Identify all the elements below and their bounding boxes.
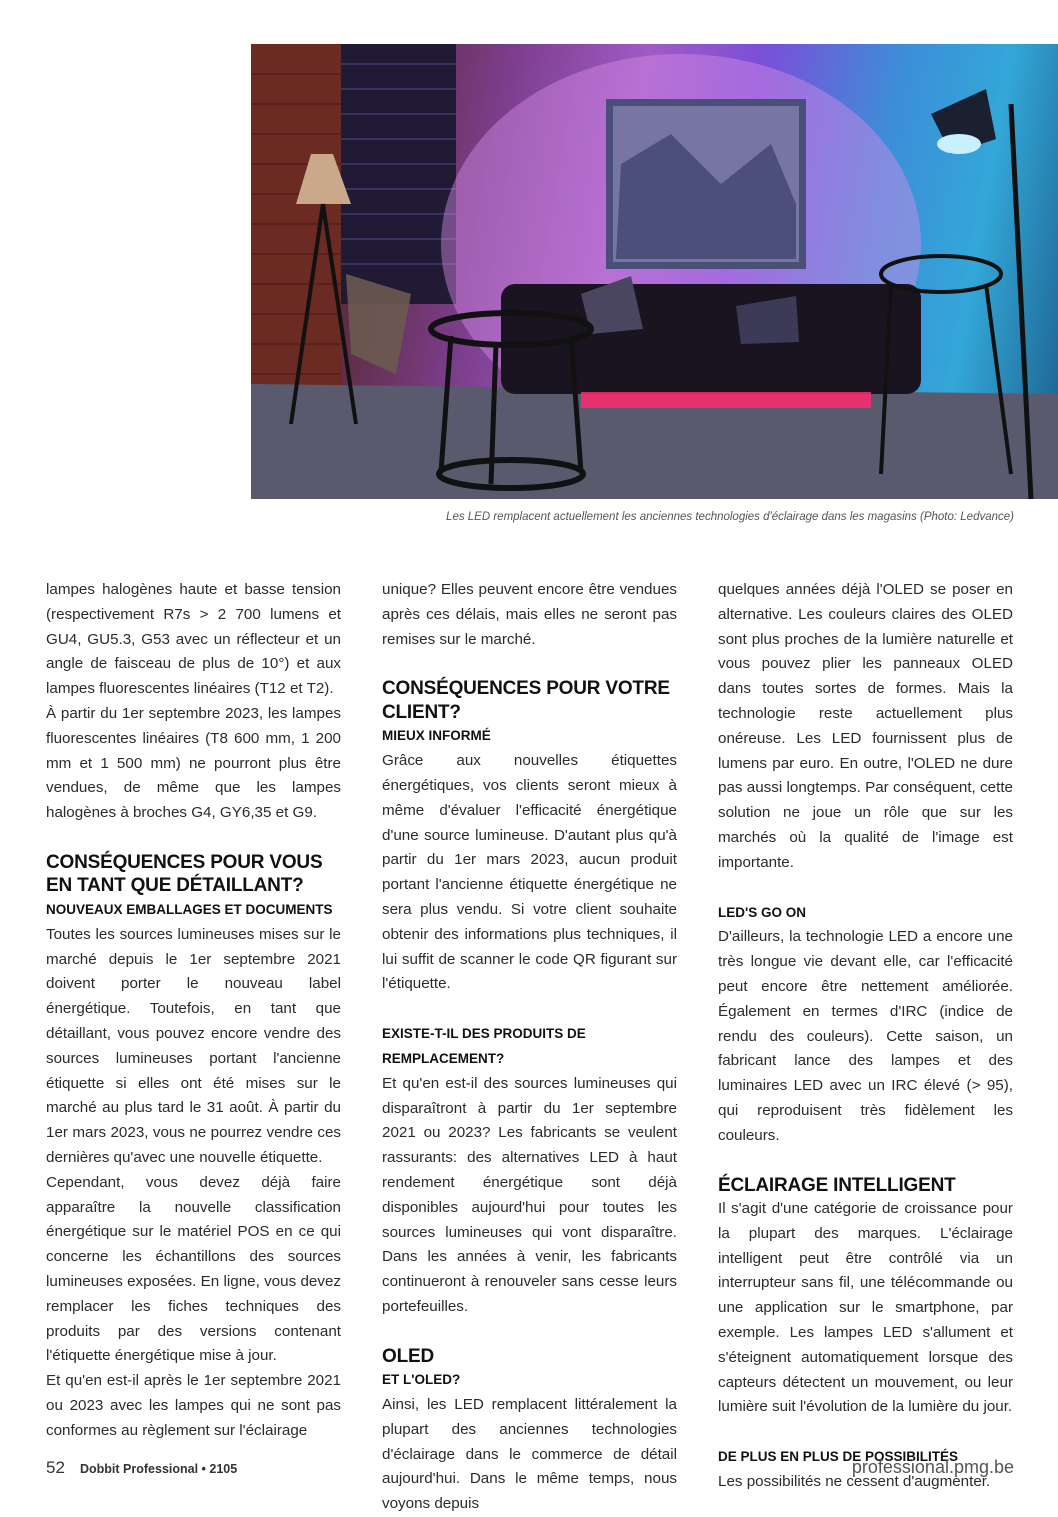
subheading: NOUVEAUX EMBALLAGES ET DOCUMENTS: [46, 901, 333, 917]
paragraph: quelques années déjà l'OLED se poser en alternative. Les couleurs claires des OLED sont plus proches de la lumière naturelle et vous pouvez plier les panneaux OLED dans toutes sortes de formes. Mais la technologie reste actuellement plus onéreuse. Les LED fournissent plus de lumens par euro. En outre, l'OLED ne dure pas aussi longtemps. Par conséquent, cette solution ne joue un rôle que sur les marchés où la qualité de l'image est importante.: [718, 581, 1013, 871]
paragraph: Ainsi, les LED remplacent littéralement la plupart des anciennes technologies d'éclairage dans le commerce de détail aujourd'hui. Dans le même temps, nous voyons depuis: [382, 1396, 677, 1513]
article-column-2: [382, 578, 677, 1517]
paragraph: lampes halogènes haute et basse tension (respectivement R7s > 2 700 lumens et GU4, GU5.3, G53 avec un réflecteur et un angle de faisceau de plus de 10°) et aux lampes fluorescentes linéaires (T12 et T2).: [46, 581, 341, 698]
paragraph: Et qu'en est-il après le 1er septembre 2021 ou 2023 avec les lampes qui ne sont pas conformes au règlement sur l'éclairage: [46, 1372, 341, 1439]
paragraph: Il s'agit d'une catégorie de croissance pour la plupart des marques. L'éclairage intelligent peut être contrôlé via un interrupteur sans fil, une télécommande ou une application sur le smartphone, par exemple. Les lampes LED s'allument et s'éteignent automatiquement lorsque des capteurs détectent un mouvement, ou leur lumière suit l'évolution de la lumière du jour.: [718, 1200, 1013, 1416]
section-heading: CONSÉQUENCES POUR VOUS EN TANT QUE DÉTAILLANT?: [46, 851, 323, 897]
paragraph: Grâce aux nouvelles étiquettes énergétiques, vos clients seront mieux à même d'évaluer l'efficacité énergétique d'une source lumineuse. D'autant plus qu'à partir du 1er mars 2023, aucun produit portant l'ancienne étiquette énergétique ne sera plus vendu. Si votre client souhaite obtenir des informations plus techniques, il lui suffit de scanner le code QR figurant sur l'étiquette.: [382, 752, 677, 993]
subheading: EXISTE-T-IL DES PRODUITS DE REMPLACEMENT?: [382, 1026, 586, 1066]
photo-caption: Les LED remplacent actuellement les anciennes technologies d'éclairage dans les magasins (Photo: Ledvance): [446, 511, 1014, 523]
page-number: 52: [46, 1458, 65, 1477]
subheading: ET L'OLED?: [382, 1372, 461, 1388]
article-column-1: [46, 578, 341, 1444]
subheading: DE PLUS EN PLUS DE POSSIBILITÉS: [718, 1449, 959, 1465]
photo-illustration: [251, 44, 1058, 499]
section-heading: CONSÉQUENCES POUR VOTRE CLIENT?: [382, 678, 670, 723]
section-heading: ÉCLAIRAGE INTELLIGENT: [718, 1174, 956, 1196]
paragraph: Et qu'en est-il des sources lumineuses qui disparaîtront à partir du 1er septembre 2021 ou 2023? Les fabricants se veulent rassurants: des alternatives LED à haut rendement énergétique sont déjà disponibles aujourd'hui pour toutes les sources lumineuses qui vont disparaître. Dans les années à venir, les fabricants continueront à renouveler sans cesse leurs portefeuilles.: [382, 1074, 677, 1315]
magazine-issue: Dobbit Professional • 2105: [80, 1462, 238, 1476]
paragraph: À partir du 1er septembre 2023, les lampes fluorescentes linéaires (T8 600 mm, 1 200 mm et 1 500 mm) ne pourront plus être vendues, de même que les lampes halogènes à broches G4, GY6,35 et G9.: [46, 704, 341, 822]
paragraph: D'ailleurs, la technologie LED a encore une très longue vie devant elle, car l'efficacité peut encore être nettement améliorée. Également en termes d'IRC (indice de rendu des couleurs). Cette saison, un fabricant lance des lampes et des luminaires LED avec un IRC élevé (> 95), qui reproduisent très fidèlement les couleurs.: [718, 928, 1013, 1144]
paragraph: unique? Elles peuvent encore être vendues après ces délais, mais elles ne seront pas remises sur le marché.: [382, 581, 677, 648]
website-link[interactable]: professional.pmg.be: [851, 1457, 1014, 1477]
paragraph: Toutes les sources lumineuses mises sur le marché depuis le 1er septembre 2021 doivent porter le nouveau label énergétique. Toutefois, en tant que détaillant, vous pouvez encore vendre des sources lumineuses portant l'ancienne étiquette si elles ont été mises sur le marché au plus tard le 31 août. À partir du 1er mars 2023, vous ne pourrez vendre ces dernières qu'avec une nouvelle étiquette.: [46, 925, 341, 1166]
paragraph: Les possibilités ne cessent d'augmenter.: [718, 1473, 991, 1490]
paragraph: Cependant, vous devez déjà faire apparaître la nouvelle classification énergétique sur le matériel POS en ce qui concerne les échantillons des sources lumineuses exposées. En ligne, vous devez remplacer les fiches techniques des produits par des versions contenant l'étiquette énergétique mise à jour.: [46, 1173, 341, 1365]
section-heading: OLED: [382, 1345, 434, 1367]
subheading: MIEUX INFORMÉ: [382, 728, 491, 744]
article-column-3: [718, 578, 1013, 1495]
subheading: LED'S GO ON: [718, 904, 806, 920]
living-room-photo: [251, 44, 1058, 499]
